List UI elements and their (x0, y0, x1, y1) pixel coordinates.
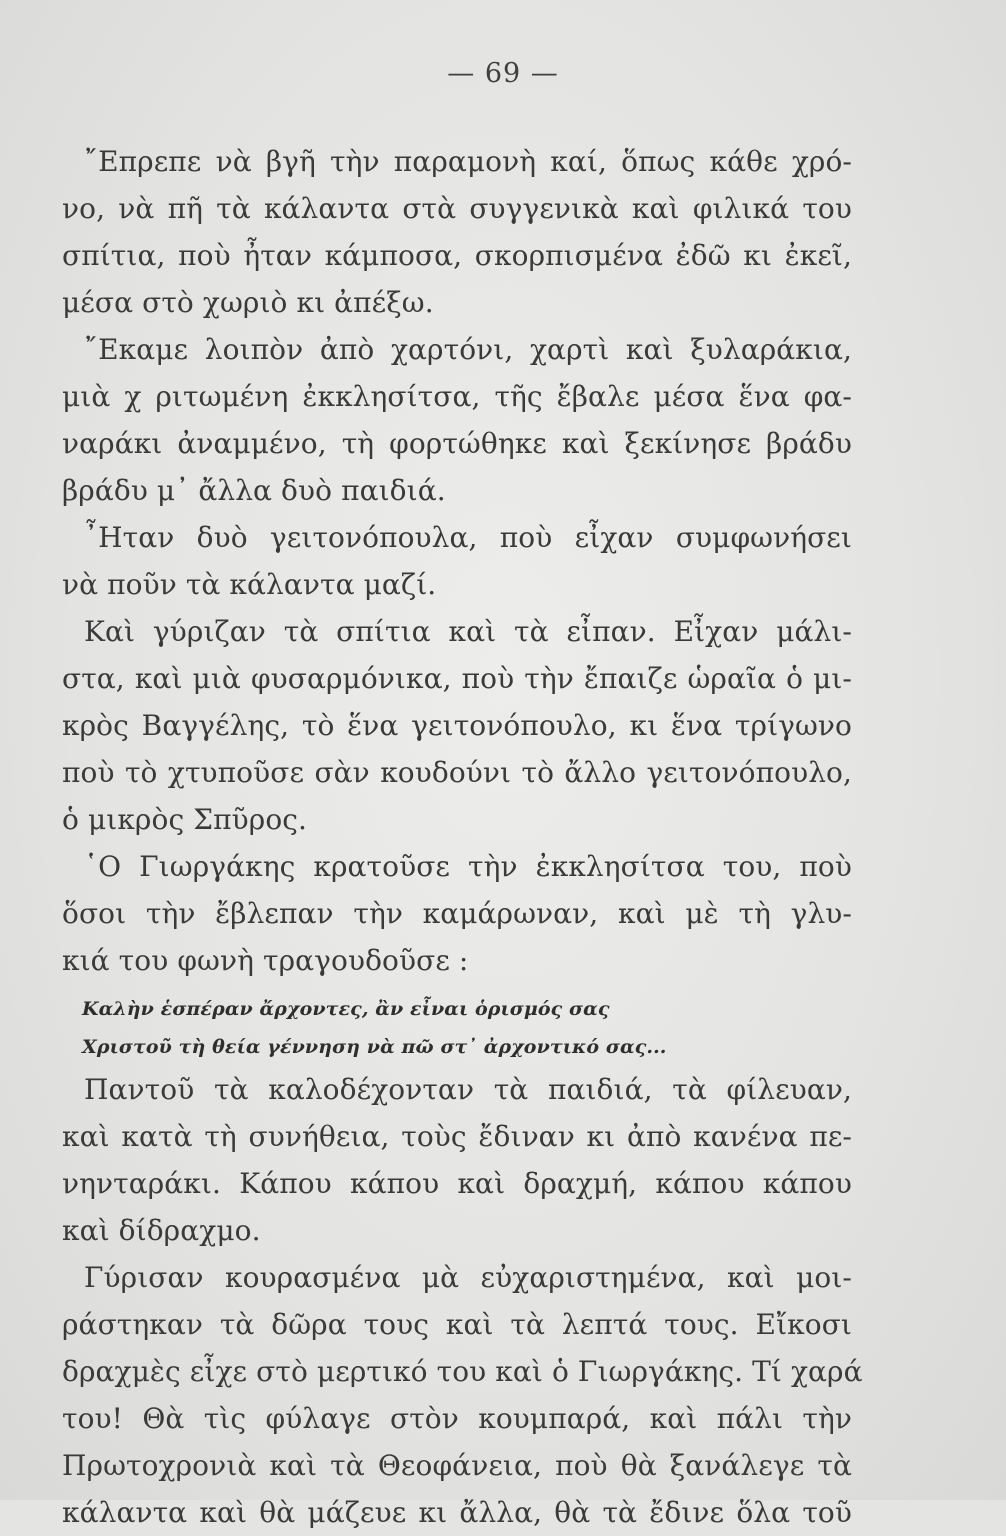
text-line: δραχμὲς εἶχε στὸ μερτικό του καὶ ὁ Γιωργάκης. Τί χαρά (62, 1355, 863, 1388)
text-line: ῾Ο Γιωργάκης κρατοῦσε τὴν ἐκκλησίτσα του, ποὺ (84, 850, 852, 883)
text-line: Παντοῦ τὰ καλοδέχονταν τὰ παιδιά, τὰ φίλευαν, (84, 1073, 852, 1106)
text-line: μέσα στὸ χωριὸ κι ἀπέξω. (62, 286, 434, 319)
text-line: κιά του φωνὴ τραγουδοῦσε : (62, 944, 469, 977)
page-text (62, 138, 863, 1536)
text-line: ὅσοι τὴν ἔβλεπαν τὴν καμάρωναν, καὶ μὲ τὴ γλυ- (62, 897, 852, 930)
text-line: νο, νὰ πῆ τὰ κάλαντα στὰ συγγενικὰ καὶ φιλικά του (62, 192, 852, 225)
text-line: ῎Επρεπε νὰ βγῆ τὴν παραμονὴ καί, ὅπως κάθε χρό- (84, 145, 852, 178)
verse-line: Χριστοῦ τὴ θεία γέννηση νὰ πῶ στ᾿ ἀρχοντικό σας... (82, 1036, 667, 1058)
text-line: στα, καὶ μιὰ φυσαρμόνικα, ποὺ τὴν ἔπαιζε ὡραῖα ὁ μι- (62, 662, 852, 695)
text-line: του! Θὰ τὶς φύλαγε στὸν κουμπαρά, καὶ πάλι τὴν (62, 1402, 852, 1435)
verse-line: Καλὴν ἑσπέραν ἄρχοντες, ἂν εἶναι ὁρισμός σας (82, 998, 610, 1020)
text-line: Καὶ γύριζαν τὰ σπίτια καὶ τὰ εἶπαν. Εἶχαν μάλι- (84, 615, 852, 648)
text-line: βράδυ μ᾿ ἄλλα δυὸ παιδιά. (62, 474, 446, 507)
text-line: ὁ μικρὸς Σπῦρος. (62, 803, 308, 836)
text-line: μιὰ χ ριτωμένη ἐκκλησίτσα, τῆς ἔβαλε μέσα ἕνα φα- (62, 380, 852, 413)
text-line: κάλαντα καὶ θὰ μάζευε κι ἄλλα, θὰ τὰ ἔδινε ὅλα τοῦ (62, 1496, 852, 1529)
text-line: σπίτια, ποὺ ἦταν κάμποσα, σκορπισμένα ἐδῶ κι ἐκεῖ, (62, 239, 852, 272)
text-line: Γύρισαν κουρασμένα μὰ εὐχαριστημένα, καὶ μοι- (84, 1261, 852, 1294)
text-line: ράστηκαν τὰ δῶρα τους καὶ τὰ λεπτά τους. Εἴκοσι (62, 1308, 852, 1341)
text-line: κρὸς Βαγγέλης, τὸ ἕνα γειτονόπουλο, κι ἕνα τρίγωνο (62, 709, 852, 742)
text-line: νηνταράκι. Κάπου κάπου καὶ δραχμή, κάπου κάπου (62, 1167, 852, 1200)
text-line: ποὺ τὸ χτυποῦσε σὰν κουδούνι τὸ ἄλλο γειτονόπουλο, (62, 756, 852, 789)
text-line: νὰ ποῦν τὰ κάλαντα μαζί. (62, 568, 437, 601)
text-line: καὶ κατὰ τὴ συνήθεια, τοὺς ἔδιναν κι ἀπὸ κανένα πε- (62, 1120, 852, 1153)
text-line: ῏Ηταν δυὸ γειτονόπουλα, ποὺ εἶχαν συμφωνήσει (84, 521, 852, 554)
text-line: Πρωτοχρονιὰ καὶ τὰ Θεοφάνεια, ποὺ θὰ ξανάλεγε τὰ (62, 1449, 852, 1482)
page-number: — 69 — (447, 58, 559, 89)
text-line: ναράκι ἀναμμένο, τὴ φορτώθηκε καὶ ξεκίνησε βράδυ (62, 427, 852, 460)
text-line: ῎Εκαμε λοιπὸν ἀπὸ χαρτόνι, χαρτὶ καὶ ξυλαράκια, (84, 333, 852, 366)
text-line: καὶ δίδραχμο. (62, 1214, 261, 1247)
